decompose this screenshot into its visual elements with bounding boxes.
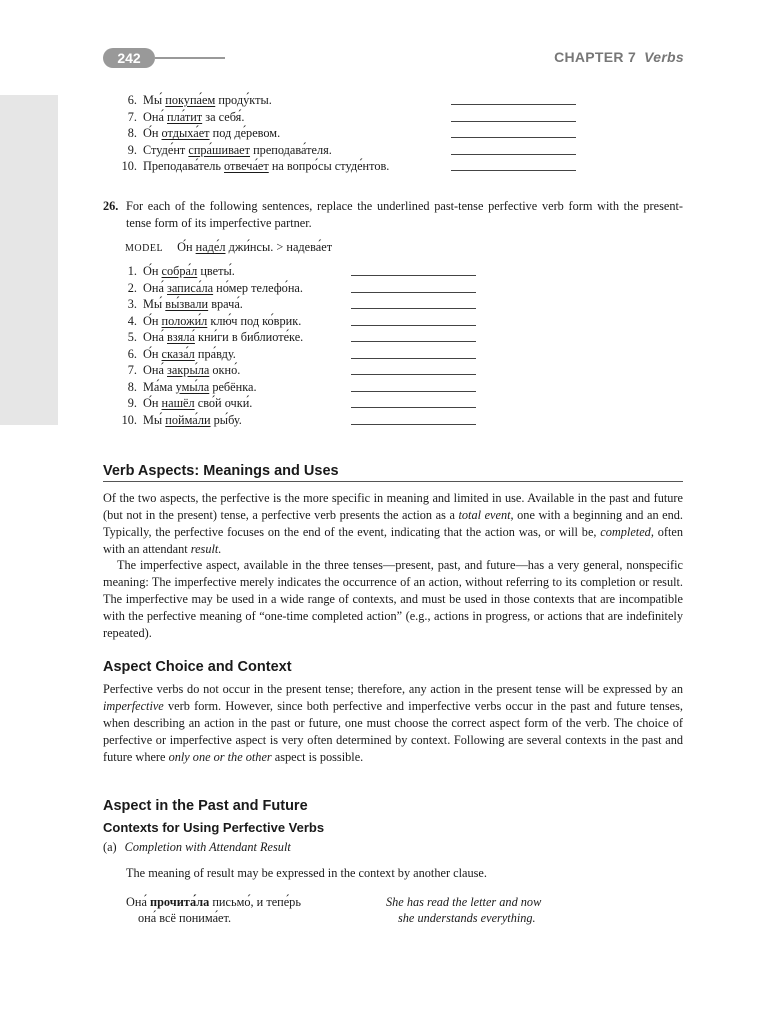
underlined-verb: нашёл: [161, 396, 195, 410]
underlined-verb: положи́л: [161, 313, 208, 328]
example-russian: Она́ прочита́ла письмо́, и тепе́рь она́ всё понима́ет.: [126, 895, 301, 925]
model-answer: надева́ет: [286, 240, 333, 254]
underlined-verb: пла́тит: [167, 109, 203, 124]
answer-blank[interactable]: [351, 292, 476, 293]
answer-blank[interactable]: [351, 275, 476, 276]
list-item: 5. Она́ взяла́ кни́ги в библиоте́ке.: [103, 329, 683, 346]
paragraph-aspect-choice: Perfective verbs do not occur in the present tense; therefore, any action in the present tense will be expressed by an imperfective verb form. However, since both perfective and imperfective verbs occur in the past and future tenses, when describing an action in the past or future, one must choose the correct aspect form of the verb. The choice of perfective or imperfective aspect is very often determined by context. Following are several contexts in the past and future where only one or the other aspect is possible.: [103, 682, 683, 764]
underlined-verb: отдыха́ет: [161, 126, 210, 140]
section-heading-verb-aspects: Verb Aspects: Meanings and Uses: [103, 463, 683, 482]
model-example: MODEL О́н наде́л джи́нсы. > надева́ет: [125, 240, 333, 254]
underlined-verb: отвеча́ет: [224, 159, 269, 173]
list-item: 4. О́н положи́л клю́ч под ко́врик.: [103, 313, 683, 330]
answer-blank[interactable]: [451, 170, 576, 171]
underlined-verb: наде́л: [195, 240, 226, 254]
answer-blank[interactable]: [351, 407, 476, 408]
side-tab: [0, 95, 58, 425]
exercise-number: 26.: [103, 199, 119, 213]
section-heading-aspect-choice: Aspect Choice and Context: [103, 659, 292, 675]
running-header: [554, 49, 684, 65]
answer-blank[interactable]: [451, 104, 576, 105]
answer-blank[interactable]: [351, 308, 476, 309]
exercise-26-instruction: [103, 198, 683, 232]
underlined-verb: собра́л: [161, 264, 198, 278]
underlined-verb: взяла́: [167, 330, 195, 344]
underlined-verb: сказа́л: [161, 346, 195, 361]
answer-blank[interactable]: [351, 325, 476, 326]
answer-blank[interactable]: [351, 391, 476, 392]
list-item: 1. О́н собра́л цветы́.: [103, 263, 683, 280]
underlined-verb: записа́ла: [167, 280, 214, 295]
exercise-instruction: For each of the following sentences, replace the underlined past-tense perfective verb form with the present-tense form of its imperfective partner.: [126, 199, 683, 230]
answer-blank[interactable]: [351, 358, 476, 359]
answer-blank[interactable]: [451, 121, 576, 122]
answer-blank[interactable]: [351, 424, 476, 425]
context-item-a: (a) Completion with Attendant Result: [103, 840, 291, 854]
chapter-label: CHAPTER 7: [554, 49, 637, 65]
list-item: 8. Ма́ма умы́ла ребёнка.: [103, 379, 683, 396]
list-item: 3. Мы́ вы́звали врача́.: [103, 296, 683, 313]
underlined-verb: вы́звали: [165, 297, 209, 311]
arrow-symbol: >: [276, 240, 284, 254]
answer-blank[interactable]: [451, 137, 576, 138]
list-item: 9. Студе́нт спра́шивает преподава́теля.: [103, 142, 683, 159]
list-item: 6. О́н сказа́л пра́вду.: [103, 346, 683, 363]
context-note: The meaning of result may be expressed in the context by another clause.: [126, 866, 487, 880]
list-item: 8. О́н отдыха́ет под де́ревом.: [103, 125, 683, 142]
underlined-verb: спра́шивает: [188, 142, 251, 157]
list-item: 6. Мы́ покупа́ем проду́кты.: [103, 92, 683, 109]
list-item: 2. Она́ записа́ла но́мер телефо́на.: [103, 280, 683, 297]
page-number: 242: [103, 48, 155, 68]
underlined-verb: покупа́ем: [165, 93, 216, 107]
chapter-title: Verbs: [644, 49, 684, 65]
answer-blank[interactable]: [451, 154, 576, 155]
list-item: 10. Мы́ пойма́ли ры́бу.: [103, 412, 683, 429]
list-item: 10. Преподава́тель отвеча́ет на вопро́сы студе́нтов.: [103, 158, 683, 175]
exercise-26-list: [103, 263, 683, 428]
example-english: She has read the letter and now she understands everything.: [386, 895, 542, 925]
exercise-25-continued-list: [103, 92, 683, 175]
page-number-rule: [155, 57, 225, 59]
list-item: 7. Она́ пла́тит за себя́.: [103, 109, 683, 126]
section-heading-past-future: Aspect in the Past and Future: [103, 798, 308, 814]
underlined-verb: закры́ла: [167, 363, 210, 377]
list-item: 7. Она́ закры́ла окно́.: [103, 362, 683, 379]
model-label: MODEL: [125, 243, 164, 254]
subheading-perfective-contexts: Contexts for Using Perfective Verbs: [103, 820, 325, 835]
answer-blank[interactable]: [351, 341, 476, 342]
answer-blank[interactable]: [351, 374, 476, 375]
list-item: 9. О́н нашёл сво́й очки́.: [103, 395, 683, 412]
underlined-verb: пойма́ли: [165, 412, 211, 427]
paragraph-perfective: Of the two aspects, the perfective is the more specific in meaning and limited in use. Available in the past and future (but not in the present) tense, a perfective verb presents the action as a total event, one with a beginning and an end. Typically, the perfective focuses on the end of the event, indicating that the action was, or will be, completed, often with an attendant result.: [103, 491, 683, 556]
paragraph-imperfective: The imperfective aspect, available in the three tenses—present, past, and future—has a very general, nonspecific meaning: The imperfective merely indicates the occurrence of an action, without referring to its completion or result. The imperfective may be used in a wide range of contexts, and must be used in those contexts that are incompatible with the perfective meaning of “one-time completed action” (e.g., actions in progress, or actions that are indefinitely repeated).: [103, 558, 683, 640]
underlined-verb: умы́ла: [175, 379, 210, 394]
